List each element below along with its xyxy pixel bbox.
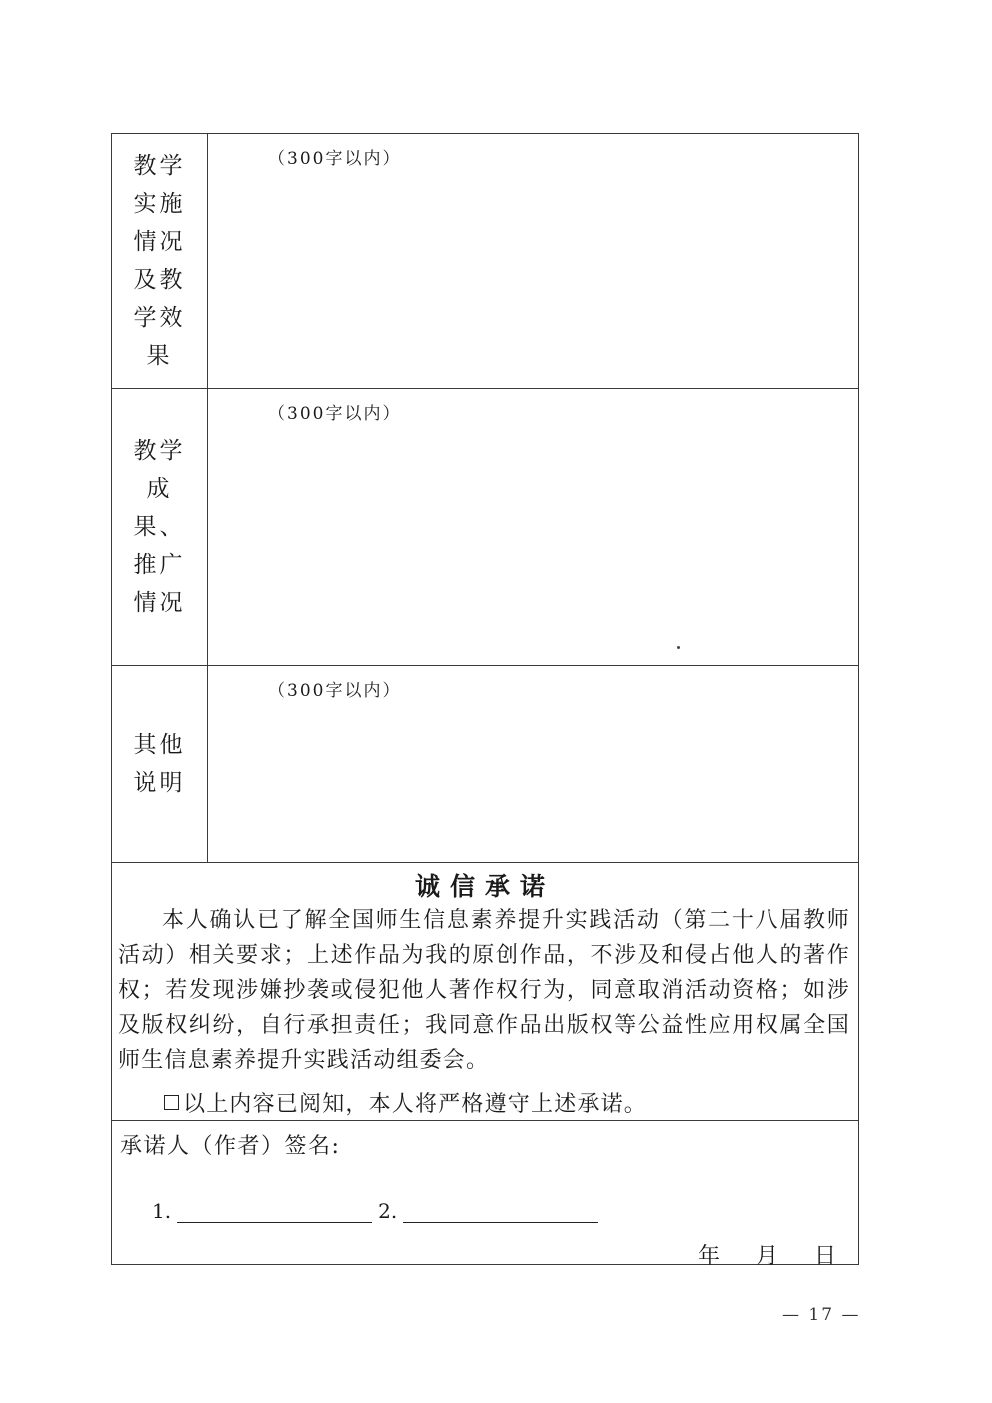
signature-lines [152, 1199, 604, 1223]
date-day: 日 [813, 1244, 836, 1269]
integrity-pledge-section [112, 863, 858, 1121]
signature-date [698, 1239, 836, 1270]
teaching-implementation-field[interactable] [208, 134, 858, 388]
pledge-agreement [164, 1087, 647, 1118]
agree-label: 以上内容已阅知，本人将严格遵守上述承诺。 [183, 1092, 648, 1117]
other-notes-field[interactable] [208, 666, 858, 862]
signature-label: 承诺人（作者）签名: [120, 1134, 341, 1159]
agree-checkbox[interactable] [164, 1095, 179, 1110]
pledge-title: 诚信承诺 [414, 872, 555, 901]
stray-mark [677, 646, 680, 649]
row-label-cell [112, 666, 208, 862]
signature-line-1[interactable] [177, 1200, 372, 1223]
form-row-other-notes [112, 666, 858, 863]
pledge-text [118, 903, 850, 1078]
word-limit-note: （300字以内） [268, 404, 402, 424]
teaching-results-field[interactable] [208, 389, 858, 665]
word-limit-note: （300字以内） [268, 149, 402, 169]
signature-slot-1-number: 1. [152, 1199, 172, 1223]
row-label-cell [112, 134, 208, 388]
row-label: 教学成果、推广情况 [133, 438, 186, 616]
signature-section [112, 1121, 858, 1269]
date-year: 年 [697, 1244, 720, 1269]
signature-line-2[interactable] [403, 1200, 598, 1223]
form-row-teaching-implementation [112, 134, 858, 389]
word-limit-note: （300字以内） [268, 681, 402, 701]
row-label-cell [112, 389, 208, 665]
row-label: 其他说明 [133, 732, 186, 796]
signature-slot-2-number: 2. [378, 1199, 398, 1223]
application-form [111, 133, 859, 1269]
pledge-paragraph: 本人确认已了解全国师生信息素养提升实践活动（第二十八届教师活动）相关要求；上述作品为我的原创作品，不涉及和侵占他人的著作权；若发现涉嫌抄袭或侵犯他人著作权行为，同意取消活动资格；如涉及版权纠纷，自行承担责任；我同意作品出版权等公益性应用权属全国师生信息素养提升实践活动组委会。 [118, 908, 850, 1073]
row-label: 教学实施情况及教学效果 [133, 153, 186, 369]
date-month: 月 [755, 1244, 778, 1269]
page-number: — 17 — [782, 1305, 861, 1325]
form-row-teaching-results [112, 389, 858, 666]
